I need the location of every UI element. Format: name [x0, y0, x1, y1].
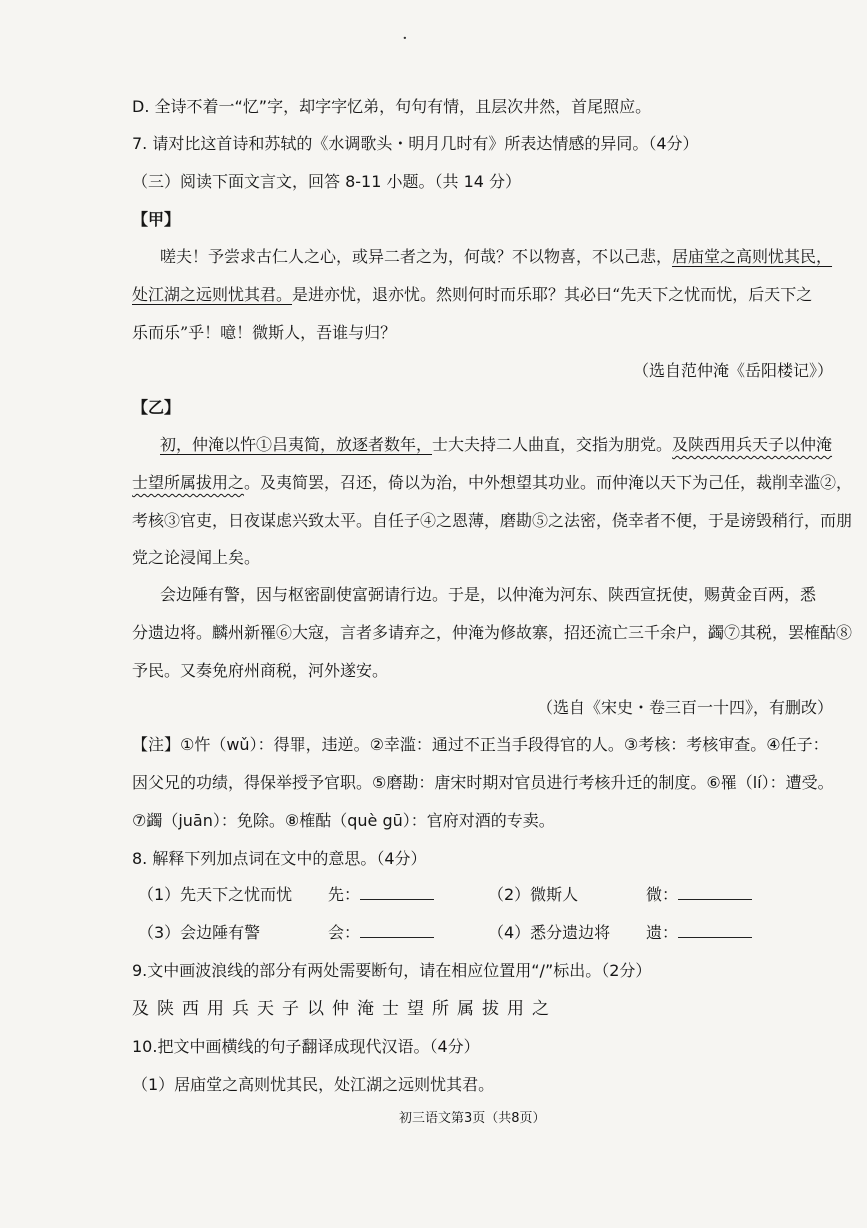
yi-line-3: 考核③官吏，日夜谋虑兴致太平。自任子④之恩薄，磨勘⑤之法密，侥幸者不便，于是谤毁稍行，而朋: [132, 511, 853, 530]
notes-line-3: ⑦蠲（juān）：免除。⑧榷酤（què gū）：官府对酒的专卖。: [132, 811, 555, 830]
yi-line-1-text: 士大夫持二人曲直，交指为朋党。: [432, 435, 673, 454]
yi-line-7: 予民。又奏免府州商税，河外遂安。: [132, 661, 389, 680]
q8-answer-1-blank[interactable]: [360, 885, 434, 900]
q8-answer-1: [328, 884, 434, 906]
q8-item-4: （4）悉分遗边将: [488, 923, 611, 942]
jia-line-2: [132, 284, 812, 306]
q8-answer-1-key: 先：: [328, 885, 361, 904]
yi-line-4: 党之论浸闻上矣。: [132, 548, 261, 567]
q8-item-2: （2）微斯人: [488, 885, 579, 904]
jia-line-1: [160, 246, 832, 268]
q8-answer-3: [328, 922, 434, 944]
yi-line-2: [132, 472, 852, 494]
yi-source: （选自《宋史・卷三百一十四》，有删改）: [536, 698, 833, 717]
yi-line-1: [160, 434, 832, 456]
passage-yi-heading: 【乙】: [132, 398, 181, 417]
q8-answer-4-blank[interactable]: [678, 923, 752, 938]
jia-line-1-text: 嗟夫！予尝求古仁人之心，或异二者之为，何哉？不以物喜，不以己悲，: [160, 247, 673, 266]
q8-answer-2-blank[interactable]: [678, 885, 752, 900]
jia-underlined-sentence-b: 处江湖之远则忧其君。: [132, 285, 293, 304]
jia-source: （选自范仲淹《岳阳楼记》）: [632, 361, 833, 380]
q8-item-3: （3）会边陲有警: [138, 923, 261, 942]
notes-line-2: 因父兄的功绩，得保举授予官职。⑤磨勘：唐宋时期对官员进行考核升迁的制度。⑥罹（lí）：遭受。: [132, 773, 834, 792]
q7-prompt: 7. 请对比这首诗和苏轼的《水调歌头・明月几时有》所表达情感的异同。（4分）: [132, 134, 699, 153]
yi-wavy-segment-b: 士望所属拔用之: [132, 473, 245, 492]
q6-option-d: D. 全诗不着一“忆”字，却字字忆弟，句句有情，且层次井然，首尾照应。: [132, 97, 652, 116]
jia-line-2-text: 是进亦忧，退亦忧。然则何时而乐耶？其必曰“先天下之忧而忧，后天下之: [292, 285, 813, 304]
q9-sentence[interactable]: 及陕西用兵天子以仲淹士望所属拔用之: [132, 999, 557, 1019]
jia-line-3: 乐而乐”乎！噫！微斯人，吾谁与归？: [132, 323, 397, 342]
q8-answer-4-key: 遗：: [646, 923, 679, 942]
q10-prompt: 10.把文中画横线的句子翻译成现代汉语。（4分）: [132, 1037, 480, 1056]
q8-answer-2: [646, 884, 752, 906]
scan-speck: ·: [402, 28, 408, 49]
q8-prompt: 8. 解释下列加点词在文中的意思。（4分）: [132, 849, 427, 868]
notes-line-1: 【注】①忤（wǔ）：得罪，违逆。②幸滥：通过不正当手段得官的人。③考核：考核审查。④任子：: [132, 735, 829, 754]
yi-wavy-segment-a: 及陕西用兵天子以仲淹: [672, 435, 833, 454]
q8-answer-3-blank[interactable]: [360, 923, 434, 938]
page-footer: 初三语文第3页（共8页）: [399, 1111, 546, 1126]
q9-prompt: 9.文中画波浪线的部分有两处需要断句，请在相应位置用“/”标出。（2分）: [132, 961, 652, 980]
q8-answer-2-key: 微：: [646, 885, 679, 904]
yi-line-5: 会边陲有警，因与枢密副使富弼请行边。于是，以仲淹为河东、陕西宣抚使，赐黄金百两，悉: [160, 585, 817, 604]
jia-underlined-sentence-a: 居庙堂之高则忧其民，: [672, 247, 833, 266]
yi-line-6: 分遗边将。麟州新罹⑥大寇，言者多请弃之，仲淹为修故寨，招还流亡三千余户，蠲⑦其税，罢榷酤⑧: [132, 623, 853, 642]
yi-line-2-text: 。及夷简罢，召还，倚以为治，中外想望其功业。而仲淹以天下为己任，裁削幸滥②，: [244, 473, 853, 492]
passage-jia-heading: 【甲】: [132, 210, 181, 229]
section-3-heading: （三）阅读下面文言文，回答 8-11 小题。（共 14 分）: [132, 172, 522, 191]
yi-underlined-sentence: 初，仲淹以忤①吕夷简，放逐者数年，: [160, 435, 433, 454]
q8-item-1: （1）先天下之忧而忧: [138, 885, 293, 904]
q10-item-1: （1）居庙堂之高则忧其民，处江湖之远则忧其君。: [132, 1075, 495, 1094]
q8-answer-4: [646, 922, 752, 944]
q8-answer-3-key: 会：: [328, 923, 361, 942]
